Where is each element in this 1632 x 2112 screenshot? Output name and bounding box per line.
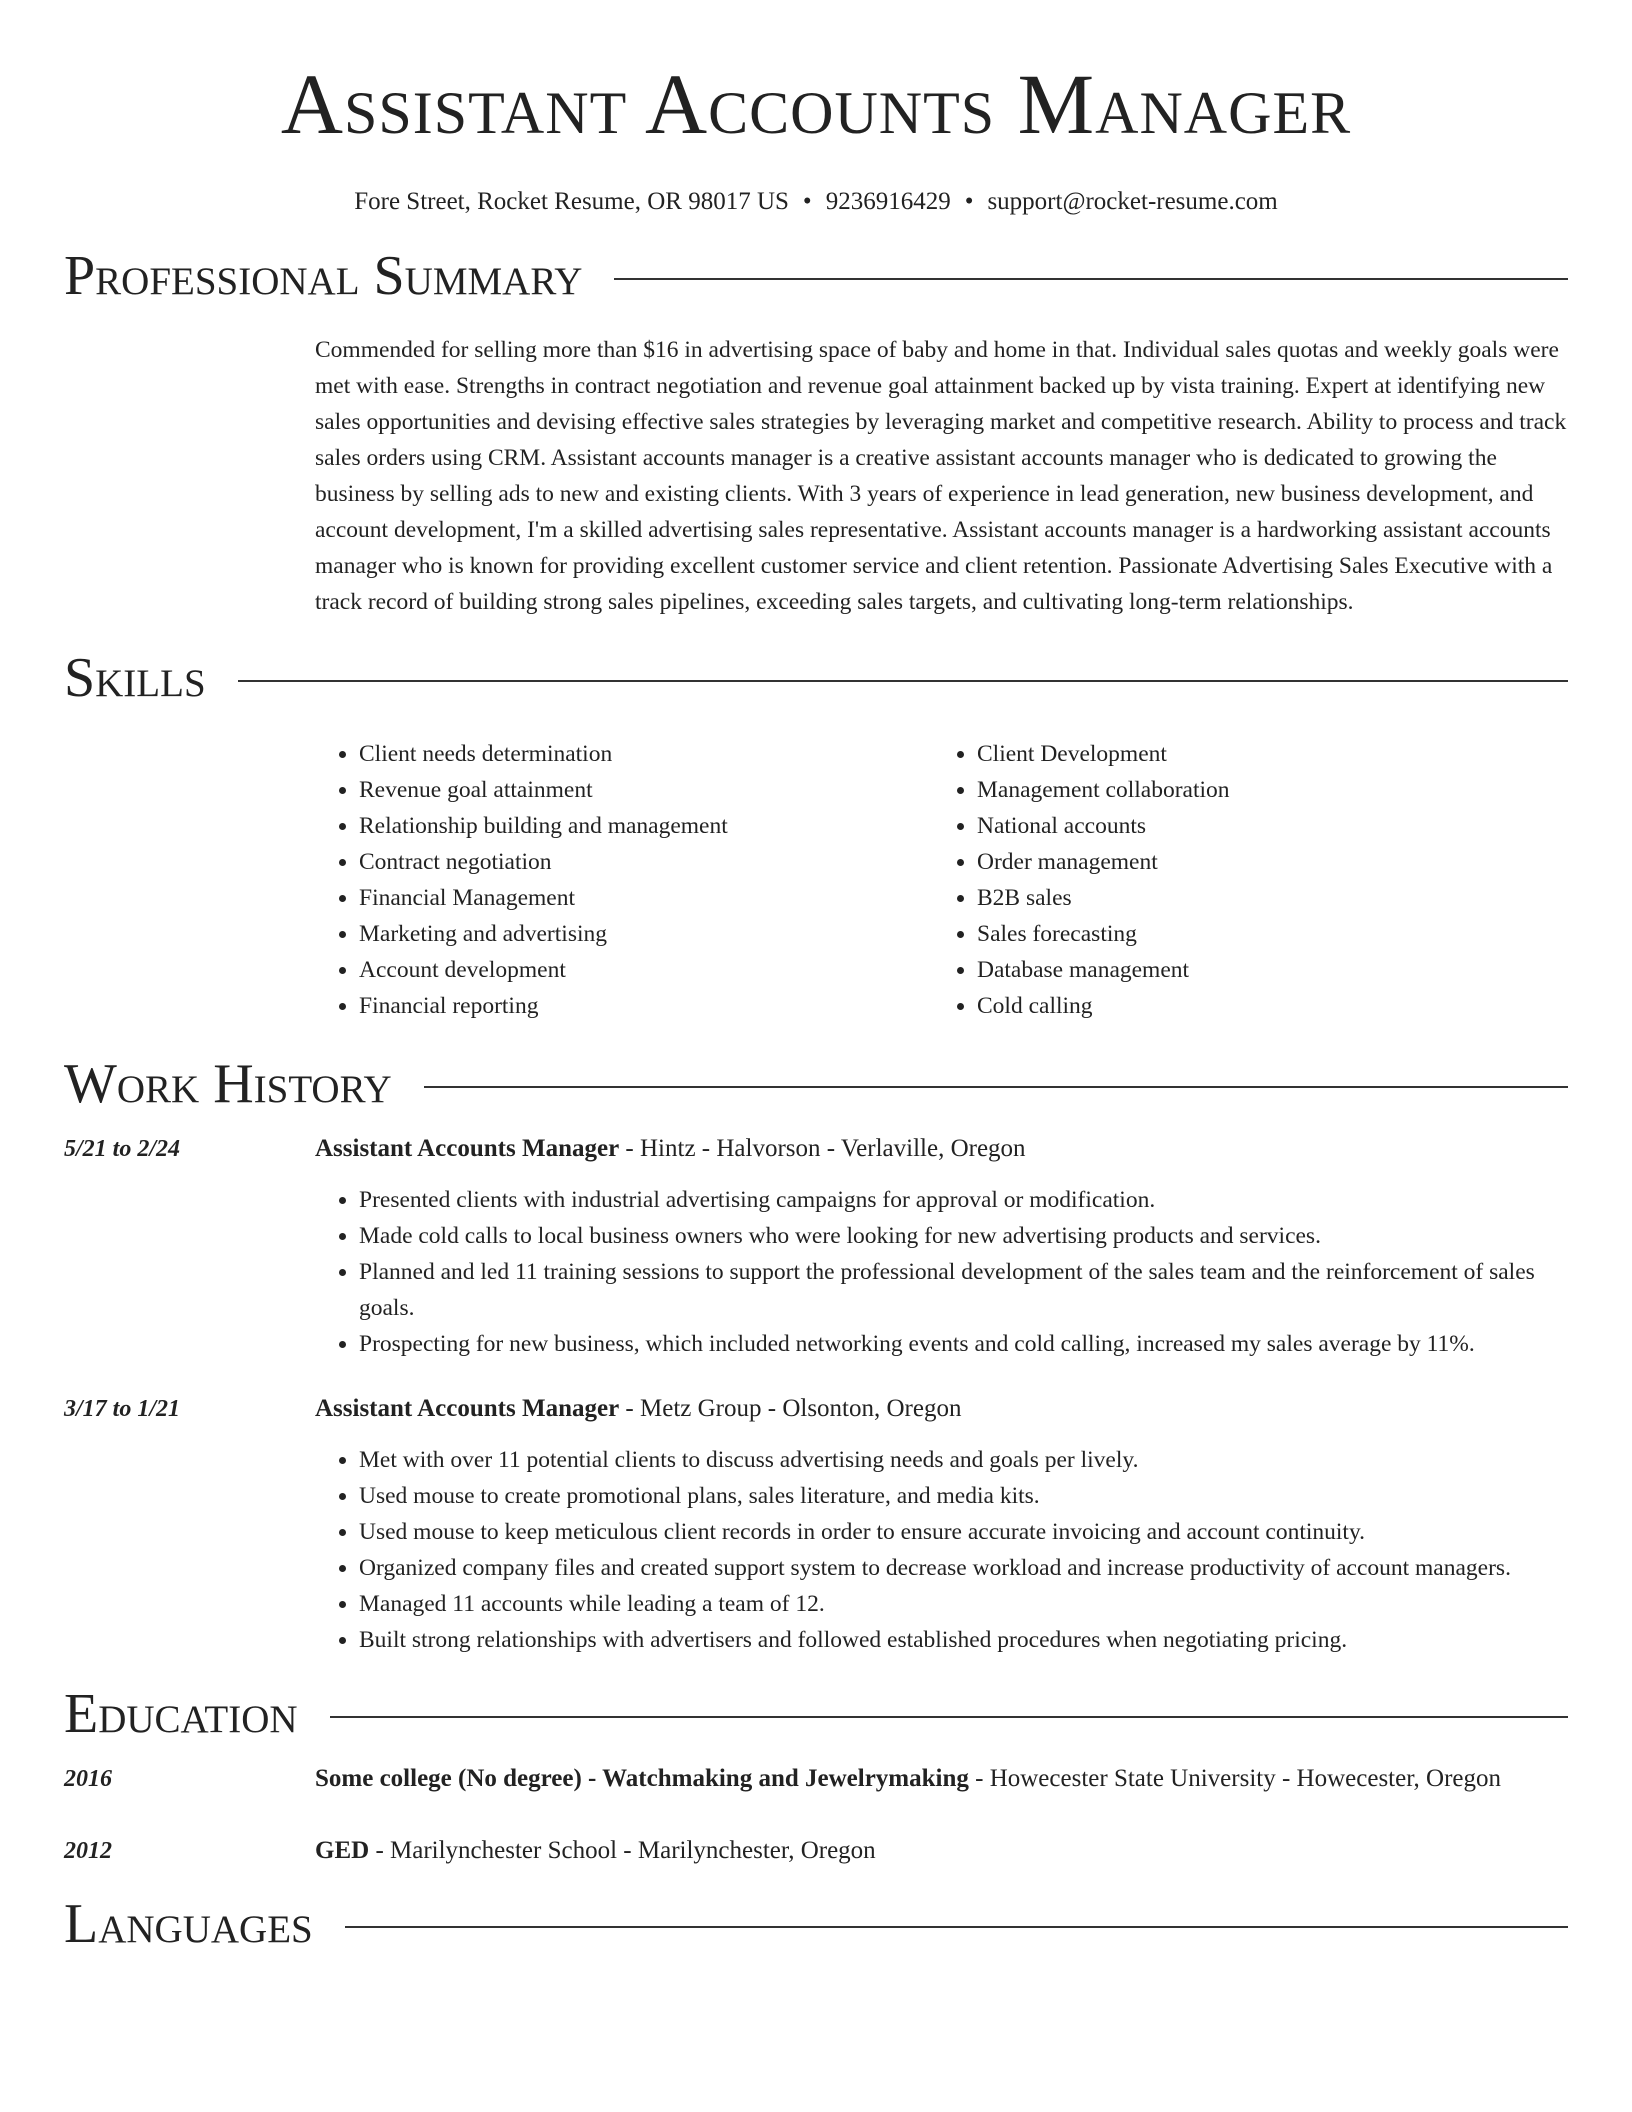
job-body	[315, 1390, 1568, 1658]
job-bullet: • Used mouse to keep meticulous client records in order to ensure accurate invoicing and account continuity.	[359, 1514, 1568, 1550]
email-link[interactable]: support@rocket-resume.com	[987, 188, 1278, 215]
job-bullets	[315, 1182, 1568, 1362]
job-bullet: • Presented clients with industrial advertising campaigns for approval or modification.	[359, 1182, 1568, 1218]
skill-item: • Client needs determination	[359, 736, 933, 772]
skill-item: • Cold calling	[977, 988, 1551, 1024]
skills-list	[315, 736, 1568, 1024]
education-school: - Howecester State University - Howecester, Oregon	[968, 1765, 1502, 1792]
job-bullet: • Built strong relationships with advertisers and followed established procedures when negotiating pricing.	[359, 1622, 1568, 1658]
job-bullet: • Managed 11 accounts while leading a team of 12.	[359, 1586, 1568, 1622]
skills-column-right	[933, 736, 1551, 1024]
job-company: - Hintz - Halvorson - Verlaville, Oregon	[619, 1135, 1026, 1162]
education-body	[315, 1760, 1568, 1798]
education-section-header	[64, 1682, 1568, 1746]
education-line	[315, 1760, 1568, 1798]
skill-item: • Sales forecasting	[977, 916, 1551, 952]
skills-section-header	[64, 646, 1568, 710]
skill-item: • Financial Management	[359, 880, 933, 916]
job-entry	[64, 1390, 1568, 1658]
summary-section-header	[64, 244, 1568, 308]
phone-text: 9236916429	[825, 188, 951, 215]
job-role: Assistant Accounts Manager	[315, 1135, 620, 1162]
work-section-header	[64, 1052, 1568, 1116]
education-degree: Some college (No degree) - Watchmaking and Jewelrymaking	[315, 1765, 969, 1792]
job-bullet: • Prospecting for new business, which included networking events and cold calling, increased my sales average by 11%.	[359, 1326, 1568, 1362]
languages-heading: Languages	[64, 1893, 313, 1955]
skill-item: • National accounts	[977, 808, 1551, 844]
address-text: Fore Street, Rocket Resume, OR 98017 US	[354, 188, 789, 215]
skill-item: • Client Development	[977, 736, 1551, 772]
skill-item: • Relationship building and management	[359, 808, 933, 844]
section-divider	[330, 1716, 1568, 1718]
job-bullet: • Used mouse to create promotional plans, sales literature, and media kits.	[359, 1478, 1568, 1514]
job-bullet: • Planned and led 11 training sessions to support the professional development of the sales team and the reinforcement of sales goals.	[359, 1254, 1568, 1326]
skill-item: • Revenue goal attainment	[359, 772, 933, 808]
education-year: 2012	[64, 1838, 112, 1864]
education-body	[315, 1832, 1568, 1870]
job-company: - Metz Group - Olsonton, Oregon	[619, 1395, 962, 1422]
job-bullets	[315, 1442, 1568, 1658]
education-year: 2016	[64, 1766, 112, 1792]
job-entry	[64, 1130, 1568, 1362]
skill-item: • Contract negotiation	[359, 844, 933, 880]
job-role: Assistant Accounts Manager	[315, 1395, 620, 1422]
job-bullet: • Met with over 11 potential clients to discuss advertising needs and goals per lively.	[359, 1442, 1568, 1478]
skill-item: • Marketing and advertising	[359, 916, 933, 952]
education-degree: GED	[315, 1837, 370, 1864]
section-divider	[238, 680, 1568, 682]
skill-item: • Order management	[977, 844, 1551, 880]
job-title-line	[315, 1390, 1568, 1428]
job-bullet: • Organized company files and created support system to decrease workload and increase productivity of account managers.	[359, 1550, 1568, 1586]
candidate-name: Assistant Accounts Manager	[280, 56, 1352, 152]
skills-heading: Skills	[64, 647, 206, 709]
summary-text: Commended for selling more than $16 in advertising space of baby and home in that. Individual sales quotas and weekly goals were met with ease. Strengths in contract negotiation and revenue goal attainment backed up by vista training. Expert at identifying new sales opportunities and devising effective sales strategies by leveraging market and competitive research. Ability to process and track sales orders using CRM. Assistant accounts manager is a creative assistant accounts manager who is dedicated to growing the business by selling ads to new and existing clients. With 3 years of experience in lead generation, new business development, and account development, I'm a skilled advertising sales representative. Assistant accounts manager is a hardworking assistant accounts manager who is known for providing excellent customer service and client retention. Passionate Advertising Sales Executive with a track record of building strong sales pipelines, exceeding sales targets, and cultivating long-term relationships.	[315, 337, 1567, 615]
job-title-line	[315, 1130, 1568, 1168]
work-heading: Work History	[64, 1053, 392, 1115]
section-divider	[345, 1926, 1568, 1928]
skill-item: • B2B sales	[977, 880, 1551, 916]
education-school: - Marilynchester School - Marilynchester, Oregon	[369, 1837, 876, 1864]
skill-item: • Management collaboration	[977, 772, 1551, 808]
section-divider	[424, 1086, 1568, 1088]
job-bullet: • Made cold calls to local business owners who were looking for new advertising products and services.	[359, 1218, 1568, 1254]
contact-separator: •	[802, 188, 812, 215]
job-body	[315, 1130, 1568, 1362]
education-line	[315, 1832, 1568, 1870]
languages-section-header	[64, 1892, 1568, 1956]
skill-item: • Database management	[977, 952, 1551, 988]
education-entry	[64, 1832, 1568, 1870]
job-dates: 3/17 to 1/21	[64, 1396, 181, 1422]
job-dates: 5/21 to 2/24	[64, 1136, 181, 1162]
skill-item: • Financial reporting	[359, 988, 933, 1024]
skill-item: • Account development	[359, 952, 933, 988]
education-heading: Education	[64, 1683, 298, 1745]
contact-separator: •	[964, 188, 974, 215]
skills-column-left	[315, 736, 933, 1024]
contact-line	[64, 186, 1568, 218]
education-entry	[64, 1760, 1568, 1798]
section-divider	[614, 278, 1568, 280]
summary-heading: Professional Summary	[64, 245, 583, 307]
